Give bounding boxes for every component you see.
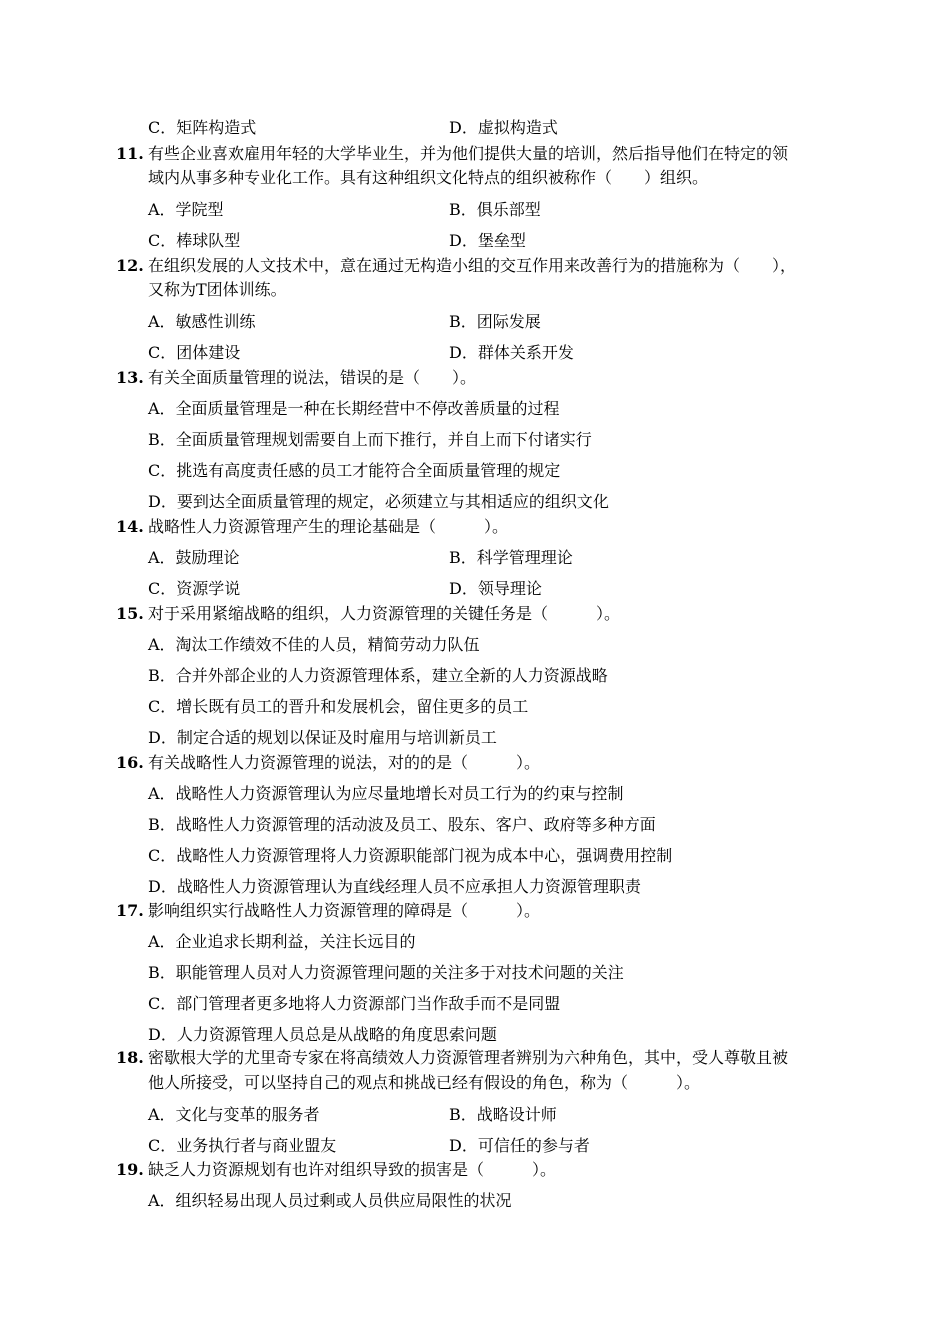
- option-d: D．堡垒型: [449, 231, 526, 250]
- question-number: 19.: [116, 1160, 144, 1179]
- option-a: A．敏感性训练: [148, 312, 256, 331]
- option-b: B．俱乐部型: [449, 200, 541, 219]
- question-number: 11.: [116, 144, 144, 163]
- option-b: B．科学管理理论: [449, 548, 573, 567]
- option-c: C．资源学说: [148, 579, 241, 598]
- option-d: D．战略性人力资源管理认为直线经理人员不应承担人力资源管理职责: [148, 877, 641, 896]
- option-a: A．鼓励理论: [148, 548, 240, 567]
- option-c: C．棒球队型: [148, 231, 241, 250]
- option-c: C．团体建设: [148, 343, 241, 362]
- question-number: 13.: [116, 368, 144, 387]
- option-b: B．职能管理人员对人力资源管理问题的关注多于对技术问题的关注: [148, 963, 624, 982]
- option-d: D．群体关系开发: [449, 343, 574, 362]
- option-c: C．挑选有高度责任感的员工才能符合全面质量管理的规定: [148, 461, 561, 480]
- option-d: D．领导理论: [449, 579, 542, 598]
- option-c: C．矩阵构造式: [148, 118, 257, 137]
- question-text: 有关战略性人力资源管理的说法，对的的是（ ）。: [148, 753, 541, 772]
- option-d: D．虚拟构造式: [449, 118, 558, 137]
- option-a: A．淘汰工作绩效不佳的人员，精简劳动力队伍: [148, 635, 480, 654]
- option-c: C．战略性人力资源管理将人力资源职能部门视为成本中心，强调费用控制: [148, 846, 673, 865]
- question-text: 在组织发展的人文技术中，意在通过无构造小组的交互作用来改善行为的措施称为（ ），: [148, 256, 797, 275]
- question-text: 有些企业喜欢雇用年轻的大学毕业生，并为他们提供大量的培训，然后指导他们在特定的领: [148, 144, 789, 163]
- option-c: C．业务执行者与商业盟友: [148, 1136, 337, 1155]
- question-text: 战略性人力资源管理产生的理论基础是（ ）。: [148, 517, 509, 536]
- question-text: 域内从事多种专业化工作。具有这种组织文化特点的组织被称作（ ）组织。: [148, 168, 709, 187]
- question-number: 16.: [116, 753, 144, 772]
- option-d: D．制定合适的规划以保证及时雇用与培训新员工: [148, 728, 497, 747]
- option-b: B．团际发展: [449, 312, 541, 331]
- option-d: D．人力资源管理人员总是从战略的角度思索问题: [148, 1025, 497, 1044]
- question-text: 对于采用紧缩战略的组织，人力资源管理的关键任务是（ ）。: [148, 604, 621, 623]
- option-a: A．学院型: [148, 200, 224, 219]
- option-c: C．部门管理者更多地将人力资源部门当作敌手而不是同盟: [148, 994, 561, 1013]
- option-d: D．可信任的参与者: [449, 1136, 590, 1155]
- question-text: 有关全面质量管理的说法，错误的是（ ）。: [148, 368, 477, 387]
- question-number: 17.: [116, 901, 144, 920]
- question-number: 15.: [116, 604, 144, 623]
- question-text: 密歇根大学的尤里奇专家在将高绩效人力资源管理者辨别为六种角色，其中，受人尊敬且被: [148, 1048, 789, 1067]
- option-b: B．战略设计师: [449, 1105, 557, 1124]
- option-b: B．合并外部企业的人力资源管理体系，建立全新的人力资源战略: [148, 666, 608, 685]
- option-a: A．企业追求长期利益，关注长远目的: [148, 932, 416, 951]
- option-b: B．全面质量管理规划需要自上而下推行，并自上而下付诸实行: [148, 430, 592, 449]
- option-d: D．要到达全面质量管理的规定，必须建立与其相适应的组织文化: [148, 492, 609, 511]
- option-a: A．文化与变革的服务者: [148, 1105, 320, 1124]
- option-c: C．增长既有员工的晋升和发展机会，留住更多的员工: [148, 697, 529, 716]
- question-text: 他人所接受，可以坚持自己的观点和挑战已经有假设的角色，称为（ ）。: [148, 1073, 701, 1092]
- question-text: 缺乏人力资源规划有也许对组织导致的损害是（ ）。: [148, 1160, 557, 1179]
- option-a: A．全面质量管理是一种在长期经营中不停改善质量的过程: [148, 399, 560, 418]
- question-number: 18.: [116, 1048, 144, 1067]
- question-text: 又称为T团体训练。: [148, 280, 287, 299]
- option-a: A．战略性人力资源管理认为应尽量地增长对员工行为的约束与控制: [148, 784, 624, 803]
- option-b: B．战略性人力资源管理的活动波及员工、股东、客户、政府等多种方面: [148, 815, 656, 834]
- question-number: 12.: [116, 256, 144, 275]
- question-number: 14.: [116, 517, 144, 536]
- question-text: 影响组织实行战略性人力资源管理的障碍是（ ）。: [148, 901, 541, 920]
- option-a: A．组织轻易出现人员过剩或人员供应局限性的状况: [148, 1191, 512, 1210]
